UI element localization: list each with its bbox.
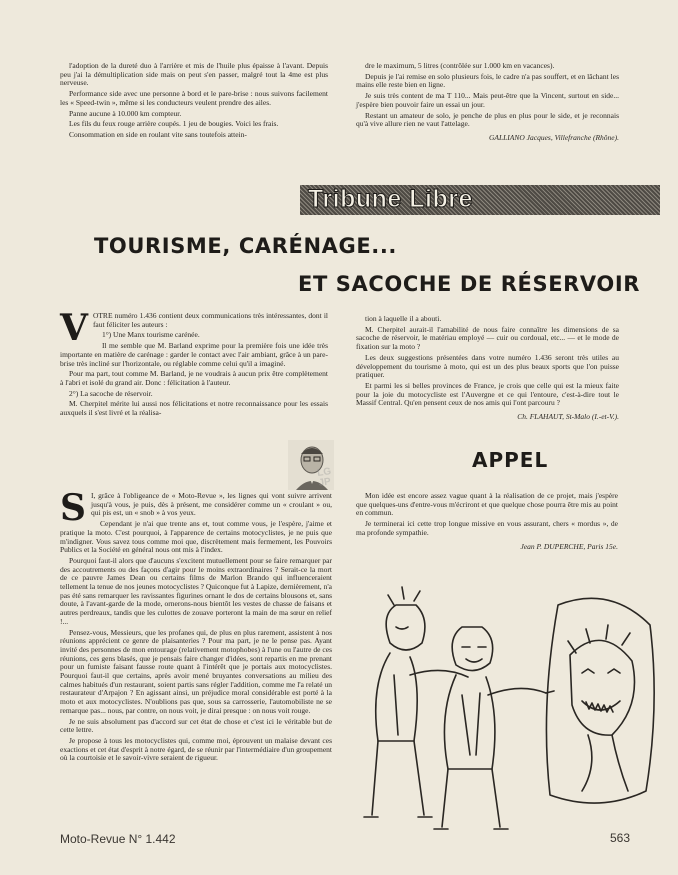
- paragraph: Performance side avec une personne à bord et le pare-brise : nous suivons facilement les « Speed-twin », même si les conducteurs veulent prendre des ailes.: [60, 89, 328, 107]
- paragraph: tion à laquelle il a abouti.: [365, 314, 442, 323]
- paragraph: Restant un amateur de solo, je penche de plus en plus pour le side, et je reconnais qu'à vive allure rien ne vaut l'attelage.: [356, 110, 619, 129]
- appel-right-column: [356, 492, 618, 553]
- paragraph: M. Cherpitel aurait-il l'amabilité de nous faire connaître les dimensions de sa sacoche de réservoir, le matériau employé — cuir ou cordoual, etc... — et le mode de fixation sur la moto ?: [356, 324, 619, 352]
- paragraph: 1°) Une Manx tourisme carénée.: [101, 330, 200, 340]
- paragraph: Panne aucune à 10.000 km compteur.: [69, 108, 182, 118]
- paragraph: 2°) La sacoche de réservoir.: [69, 388, 153, 398]
- paragraph: Je suis très content de ma T 110... Mais peut-être que la Vincent, surtout en side... j'espère bien pouvoir faire un essai un jour.: [356, 91, 619, 109]
- paragraph: Pourquoi faut-il alors que d'aucuns s'excitent mutuellement pour se faire remarquer par des accoutrements ou des façons d'agir pour le moins extraordinaires ? Serait-ce la mort de ce pauvre James Dean ou certains films de Marlon Brando qui influenceraient tellement la tenue de nos jeunes motocyclistes ? Quiconque fut à Lapize, dernièrement, n'a pas été sans remarquer les ravissantes figurines ornant le dos de certains blousons et, sans doute, à l'avant-garde de la mode, ornerons-nous bientôt les vestes de chasse de faisans et autres perdreaux, tandis que les culottes de zouave porteront la main de ma sœur en relief !...: [60, 555, 332, 626]
- paragraph: Les fils du feux rouge arrière coupés. 1 jeu de bougies. Voici les frais.: [69, 119, 279, 129]
- paragraph: Je propose à tous les motocyclistes qui, comme moi, éprouvent un malaise devant ces exactions et cet état d'esprit à notre égard, de se réunir par l'intermédiaire d'un groupement où la courtoisie et le savoir-vivre seraient de rigueur.: [60, 735, 332, 763]
- paragraph: Pour ma part, tout comme M. Barland, je ne voudrais à aucun prix être complètement à l'abri et isolé du grand air. Donc : félicitation à l'auteur.: [60, 369, 328, 387]
- paragraph: Cependant je n'ai que trente ans et, tout comme vous, je l'espère, j'aime et pratique la moto. C'est pourquoi, à l'apparence de certains motocyclistes, je ne puis que m'indigner. Vous savez tous comme moi que, discrètement mais fermement, les Pouvoirs Publics et la Société en général nous ont mis à l'index.: [60, 519, 332, 555]
- watermark-logo: LG JP: [316, 466, 332, 489]
- page-number: 563: [610, 831, 631, 845]
- paragraph: Mon idée est encore assez vague quant à la réalisation de ce projet, mais j'espère que quelques-uns d'entre-vous m'écriront et que quelque chose pourra être mis au point en commun.: [356, 491, 618, 518]
- article-title-line1: TOURISME, CARÉNAGE...: [94, 234, 397, 258]
- dropcap: V: [60, 307, 88, 349]
- paragraph: M. Cherpitel mérite lui aussi nos félicitations et notre reconnaissance pour les essais auxquels il s'est livré et la réalisa-: [60, 399, 328, 418]
- cartoon-illustration: [350, 565, 662, 843]
- paragraph: Et parmi les si belles provinces de France, je crois que celle qui est la mieux faite pour la joie du motocycliste est l'Auvergne et ce qui l'entoure, c'est-à-dire tout le Massif Central. Qu'en pensent ceux de nos amis qui l'ont parcouru ?: [356, 380, 619, 408]
- paragraph: Il me semble que M. Barland exprime pour la première fois une idée très importante en matière de carénage : garder le contact avec l'air ambiant, grâce à un pare-brise très incliné sur l'horizontale, ou réglable comme celui qu'il a imaginé.: [60, 341, 328, 368]
- paragraph: Je ne suis absolument pas d'accord sur cet état de chose et c'est ici le véritable but de cette lettre.: [60, 716, 332, 735]
- appel-first-paragraph: I, grâce à l'obligeance de « Moto-Revue », les lignes qui vont suivre arrivent jusqu'à vous, je puis, dès à présent, me considérer comme un « croulant » ou, qui pis est, un « snob » à vos yeux.: [91, 491, 332, 518]
- tourisme-first-paragraph: OTRE numéro 1.436 contient deux communications très intéressantes, dont il faut féliciter les auteurs :: [92, 311, 328, 329]
- section-label: Tribune Libre: [308, 185, 473, 213]
- appel-left-column: [60, 487, 332, 765]
- paragraph: Les deux suggestions présentées dans votre numéro 1.436 seront très utiles au développement du tourisme à moto, qui est un des plus beaux sports que l'on puisse pratiquer.: [356, 352, 619, 380]
- letter-top-left-column: [60, 62, 328, 142]
- letter-top-right-column: [356, 62, 619, 145]
- signature: GALLIANO Jacques, Villefranche (Rhône).: [488, 132, 619, 142]
- paragraph: Pensez-vous, Messieurs, que les profanes qui, de plus en plus rarement, assistent à nos réunions apprécient ce genre de plaisanteries ? Pour ma part, je ne le pense pas. Ayant invité des personnes de mon entourage (relativement motophobes) à l'une ou l'autre de ces réunions, ces gens blasés, que je pensais faire changer d'idées, sont repartis en me prenant pour un fumiste faisant fausse route quant à l'intérêt que je portais aux motocyclistes. Pourquoi faut-il que certains, après avoir mené bruyantes conversations au milieu des calmes habitués d'un restaurant, soient partis sans régler l'addition, comme me l'a relaté un restaurateur d'Arpajon ? En agissant ainsi, un préjudice moral considérable est porté à la moto et aux motocyclistes. N'oublions pas que, sous sa carrosserie, l'automobiliste ne se remarque pas... nous, par contre, on nous voit, je dirai presque : on nous voit rouge.: [60, 627, 332, 715]
- footer-magazine-issue: Moto-Revue N° 1.442: [60, 832, 176, 846]
- signature: Ch. FLAHAUT, St-Malo (I.-et-V.).: [517, 412, 619, 422]
- paragraph: l'adoption de la dureté duo à l'arrière et mis de l'huile plus épaisse à l'avant. Depuis peu j'ai la démultiplication side mais on peut s'en passer, malgré tout la 4me est plus nerveuse.: [60, 61, 328, 88]
- paragraph: Consommation en side en roulant vite sans toutefois attein-: [69, 129, 247, 139]
- paragraph: dre le maximum, 5 litres (contrôlée sur 1.000 km en vacances).: [365, 61, 555, 70]
- appel-title: APPEL: [472, 448, 549, 472]
- tourisme-right-column: [356, 315, 619, 424]
- paragraph: Depuis je l'ai remise en solo plusieurs fois, le cadre n'a pas souffert, et en lâchant les mains elle reste bien en ligne.: [356, 71, 619, 90]
- signature: Jean P. DUPERCHE, Paris 15e.: [520, 541, 618, 551]
- tourisme-left-column: [60, 307, 328, 420]
- article-title-line2: ET SACOCHE DE RÉSERVOIR: [298, 272, 641, 296]
- paragraph: Je terminerai ici cette trop longue missive en vous assurant, chers « mordus », de ma profonde sympathie.: [356, 519, 618, 537]
- dropcap: S: [60, 487, 86, 529]
